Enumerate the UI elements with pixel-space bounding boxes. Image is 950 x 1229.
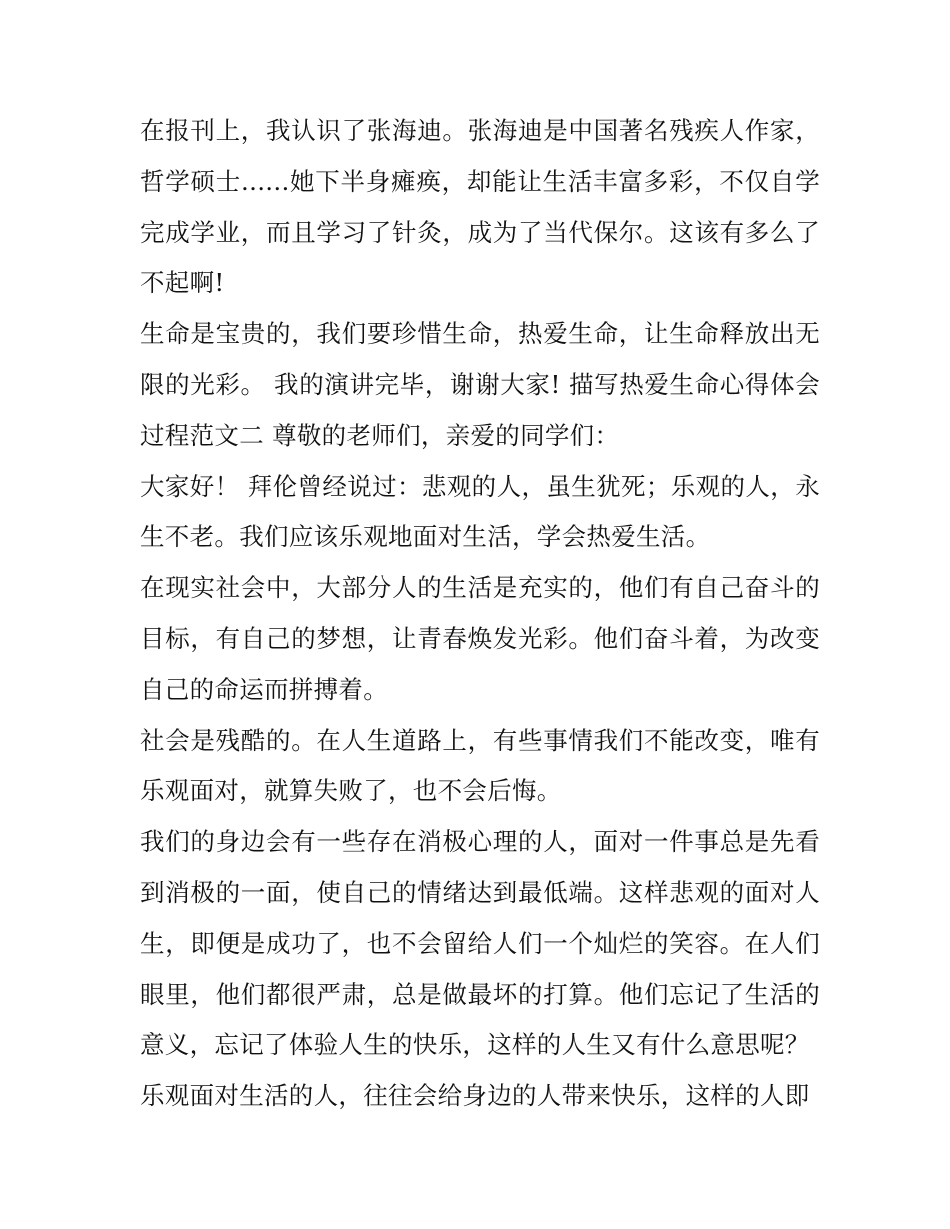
paragraph-optimistic-people: 乐观面对生活的人，往往会给身边的人带来快乐，这样的人即 [140, 1081, 810, 1111]
paragraph-cruel-society: 社会是残酷的。在人生道路上，有些事情我们不能改变，唯有乐观面对，就算失败了，也不会后悔。 [140, 725, 820, 806]
paragraph-cherish-life: 生命是宝贵的，我们要珍惜生命，热爱生命，让生命释放出无限的光彩。 我的演讲完毕，谢谢大家! 描写热爱生命心得体会过程范文二 尊敬的老师们，亲爱的同学们： [140, 319, 820, 450]
paragraph-byron-quote: 大家好！ 拜伦曾经说过：悲观的人，虽生犹死；乐观的人，永生不老。我们应该乐观地面对生活，学会热爱生活。 [140, 471, 820, 552]
document-body [140, 106, 820, 1122]
paragraph-zhang-haidi: 在报刊上，我认识了张海迪。张海迪是中国著名残疾人作家，哲学硕士......她下半身瘫痪，却能让生活丰富多彩，不仅自学完成学业，而且学习了针灸，成为了当代保尔。这该有多么了不起啊! [140, 116, 820, 298]
paragraph-reality-society: 在现实社会中，大部分人的生活是充实的，他们有自己奋斗的目标，有自己的梦想，让青春焕发光彩。他们奋斗着，为改变自己的命运而拼搏着。 [140, 573, 820, 704]
paragraph-negative-people: 我们的身边会有一些存在消极心理的人，面对一件事总是先看到消极的一面，使自己的情绪达到最低端。这样悲观的面对人生，即便是成功了，也不会留给人们一个灿烂的笑容。在人们眼里，他们都很严肃，总是做最坏的打算。他们忘记了生活的意义，忘记了体验人生的快乐，这样的人生又有什么意思呢？ [140, 827, 820, 1060]
